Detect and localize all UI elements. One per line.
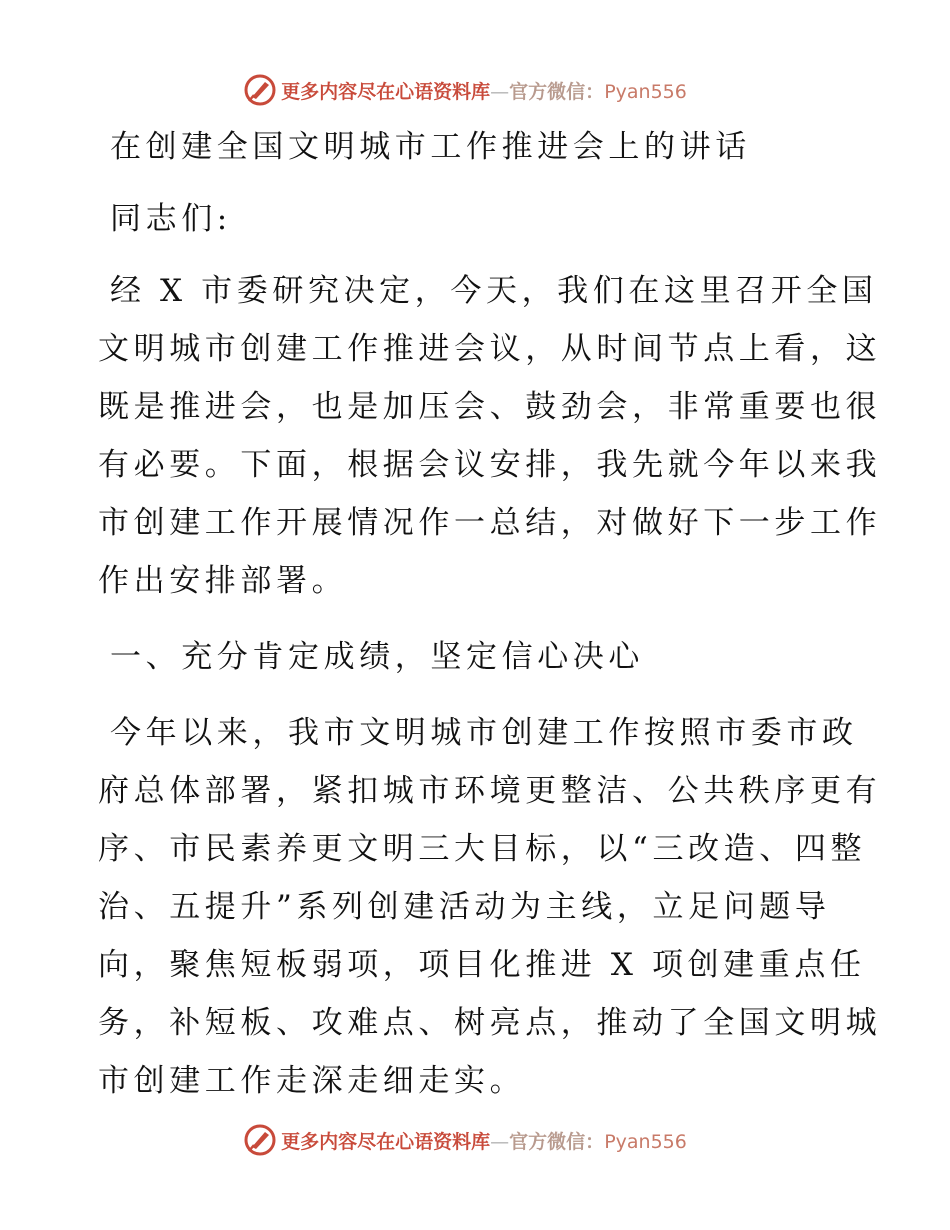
- banner-separator: —: [490, 80, 510, 103]
- banner-text: [281, 77, 687, 104]
- section-heading: 一、充分肯定成绩，坚定信心决心: [110, 639, 644, 675]
- paragraph-line: 务，补短板、攻难点、树亮点，推动了全国文明城: [98, 1005, 882, 1041]
- banner-main-text: 更多内容尽在心语资料库: [281, 1130, 491, 1153]
- footer-watermark-banner: [0, 1120, 950, 1160]
- document-body: [98, 118, 882, 1110]
- paragraph-line: 序、市民素养更文明三大目标，以“三改造、四整: [98, 831, 867, 867]
- paragraph-line: 治、五提升”系列创建活动为主线，立足问题导: [98, 889, 831, 925]
- banner-contact-label: 官方微信：: [509, 80, 605, 103]
- paragraph-line: 有必要。下面，根据会议安排，我先就今年以来我: [98, 447, 882, 483]
- paragraph-line: 文明城市创建工作推进会议，从时间节点上看，这: [98, 331, 882, 367]
- header-watermark-banner: [0, 70, 950, 110]
- paragraph-1: [98, 262, 882, 610]
- banner-contact-id: Pyan556: [604, 1130, 687, 1153]
- quill-logo-icon: [243, 1123, 277, 1157]
- banner-separator: —: [490, 1130, 510, 1153]
- paragraph-line: 既是推进会，也是加压会、鼓劲会，非常重要也很: [98, 389, 882, 425]
- banner-contact-label: 官方微信：: [509, 1130, 605, 1153]
- document-title: 在创建全国文明城市工作推进会上的讲话: [110, 129, 751, 165]
- paragraph-2: [98, 704, 882, 1110]
- paragraph-line: 今年以来，我市文明城市创建工作按照市委市政: [110, 715, 858, 751]
- paragraph-line: 向，聚焦短板弱项，项目化推进 X 项创建重点任: [98, 947, 866, 983]
- paragraph-line: 作出安排部署。: [98, 563, 348, 599]
- quill-logo-icon: [243, 73, 277, 107]
- paragraph-line: 府总体部署，紧扣城市环境更整洁、公共秩序更有: [98, 773, 882, 809]
- paragraph-line: 市创建工作开展情况作一总结，对做好下一步工作: [98, 505, 882, 541]
- banner-contact-id: Pyan556: [604, 80, 687, 103]
- banner-text: [281, 1127, 687, 1154]
- paragraph-line: 市创建工作走深走细走实。: [98, 1063, 526, 1099]
- greeting: 同志们:: [110, 201, 232, 237]
- banner-main-text: 更多内容尽在心语资料库: [281, 80, 491, 103]
- paragraph-line: 经 X 市委研究决定，今天，我们在这里召开全国: [110, 273, 878, 309]
